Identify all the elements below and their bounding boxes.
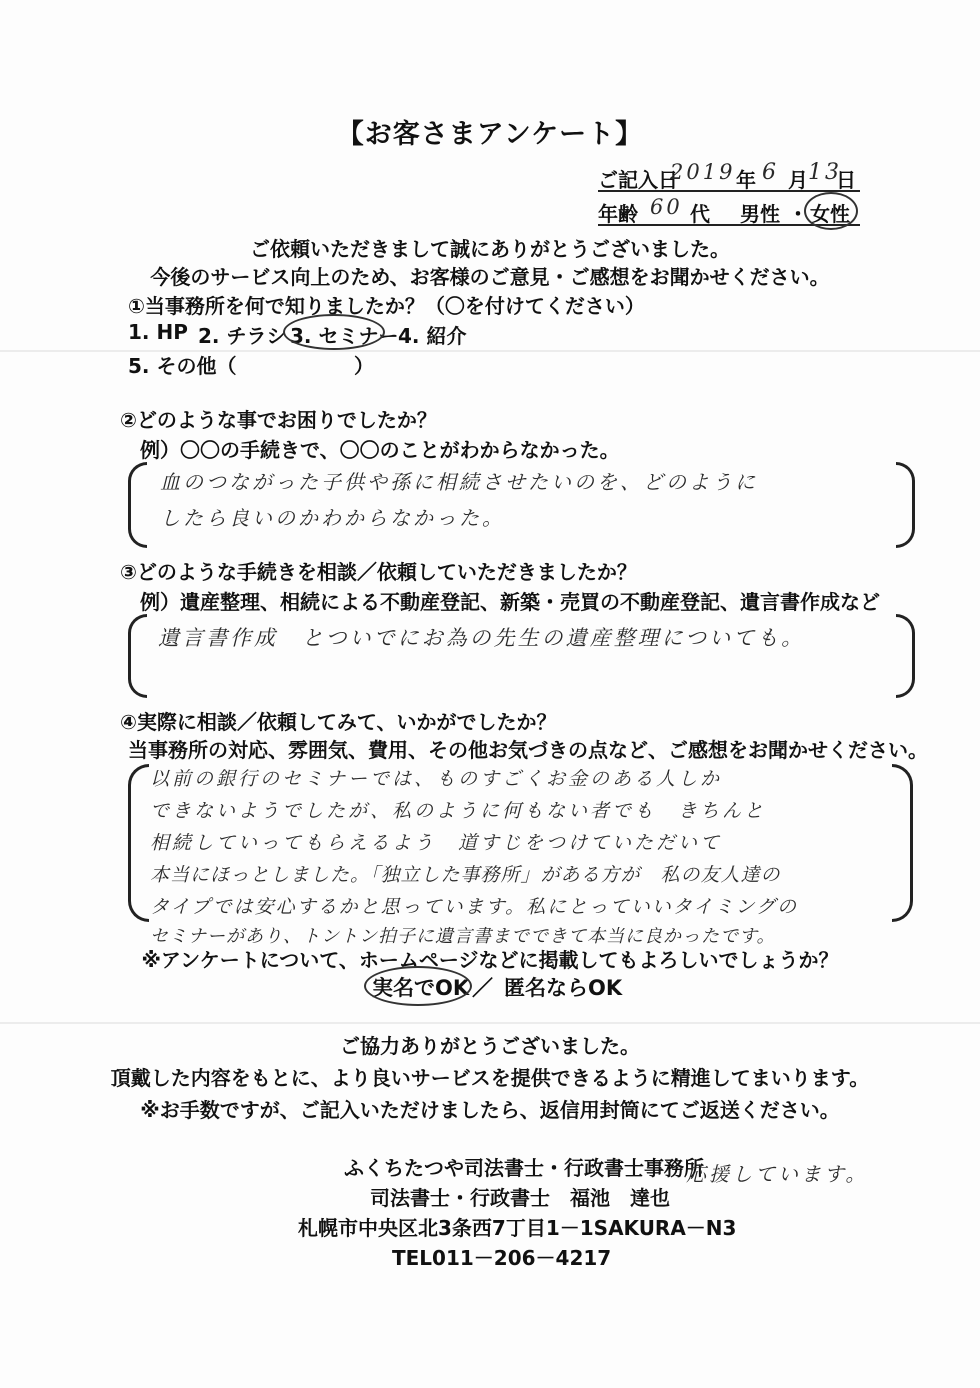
q4-answer-line: セミナーがあり、トントン拍子に遺言書までできて本当に良かったです。 <box>150 926 776 947</box>
q3-answer-bracket-left <box>128 614 147 698</box>
q4-answer-line: 相続していってもらえるよう 道すじをつけていただいて <box>150 832 723 854</box>
handwritten-note: 応援しています。 <box>686 1162 869 1186</box>
closing-line-2: 頂戴した内容をもとに、より良いサービスを提供できるように精進してまいります。 <box>110 1066 870 1090</box>
consent-anonymous: 匿名ならOK <box>504 976 623 1000</box>
q1-option-referral: 4. 紹介 <box>398 324 467 348</box>
office-name: ふくちたつや司法書士・行政書士事務所 <box>344 1156 704 1180</box>
entry-year-label: 年 <box>736 168 756 192</box>
q4-answer-bracket-left <box>128 764 149 922</box>
q1-option-flyer: 2. チラシ <box>198 324 287 348</box>
q4-question: ④実際に相談／依頼してみて、いかがでしたか？ <box>120 710 557 734</box>
intro-line-1: ご依頼いただきまして誠にありがとうございました。 <box>250 237 730 261</box>
consent-separator: ／ <box>472 976 493 1000</box>
q1-option-other-close: ） <box>354 354 374 378</box>
gender-female-circle <box>804 192 858 230</box>
gender-separator: ・ <box>788 202 808 226</box>
office-address: 札幌市中央区北3条西7丁目1－1SAKURA－N3 <box>298 1216 737 1240</box>
q3-example: 例）遺産整理、相続による不動産登記、新築・売買の不動産登記、遺言書作成など <box>140 590 880 614</box>
consent-real-name-circle <box>364 966 472 1006</box>
q1-option-hp: 1. HP <box>128 320 188 344</box>
entry-date-label: ご記入日 <box>598 168 678 192</box>
q1-seminar-circle <box>283 314 385 350</box>
q4-answer-line: 本当にほっとしました。「独立した事務所」がある方が 私の友人達の <box>150 864 781 886</box>
q1-option-seminar: 3. セミナー <box>290 324 399 348</box>
q3-question: ③どのような手続きを相談／依頼していただきましたか？ <box>120 560 637 584</box>
q4-answer-line: タイプでは安心するかと思っています。私にとっていいタイミングの <box>150 896 798 918</box>
q2-answer-line-1: 血のつながった子供や孫に相続させたいのを、どのように <box>160 470 758 494</box>
entry-month: 6 <box>762 160 779 185</box>
age-suffix: 代 <box>690 202 710 226</box>
office-person: 司法書士・行政書士 福池 達也 <box>370 1186 670 1210</box>
scan-fold-line <box>0 1022 980 1024</box>
q4-answer-line: 以前の銀行のセミナーでは、ものすごくお金のある人しか <box>150 768 723 790</box>
entry-day-label: 日 <box>836 168 856 192</box>
entry-year: 2019 <box>670 160 736 184</box>
q2-answer-bracket-left <box>128 462 147 548</box>
gender-male: 男性 <box>740 202 780 226</box>
q1-option-other: 5. その他（ <box>128 354 237 378</box>
q1-question: ①当事務所を何で知りましたか？（〇を付けてください） <box>128 294 645 318</box>
gender-female: 女性 <box>810 202 850 226</box>
entry-date-row <box>598 160 860 192</box>
q3-answer-line-1: 遺言書作成 とついでにお為の先生の遺産整理についても。 <box>158 626 806 650</box>
age-value: 60 <box>650 195 683 219</box>
closing-line-1: ご協力ありがとうございました。 <box>340 1034 640 1058</box>
q2-example: 例）〇〇の手続きで、〇〇のことがわからなかった。 <box>140 438 620 462</box>
consent-question: ※アンケートについて、ホームページなどに掲載してもよろしいでしょうか？ <box>141 948 839 972</box>
entry-day: 13 <box>808 160 842 185</box>
survey-title: 【お客さまアンケート】 <box>336 119 644 150</box>
office-tel: TEL011－206－4217 <box>392 1246 612 1270</box>
q2-answer-bracket-right <box>896 462 915 548</box>
q2-question: ②どのような事でお困りでしたか？ <box>120 408 437 432</box>
q4-answer-line: できないようでしたが、私のように何もない者でも きちんと <box>150 800 767 822</box>
age-label: 年齢 <box>598 202 638 226</box>
closing-line-3: ※お手数ですが、ご記入いただけましたら、返信用封筒にてご返送ください。 <box>140 1098 840 1122</box>
q3-answer-bracket-right <box>896 614 915 698</box>
consent-real-name: 実名でOK <box>372 976 470 1000</box>
intro-line-2: 今後のサービス向上のため、お客様のご意見・ご感想をお聞かせください。 <box>150 265 830 289</box>
q4-answer-bracket-right <box>892 764 913 922</box>
q2-answer-line-2: したら良いのかわからなかった。 <box>160 506 505 530</box>
q4-subtext: 当事務所の対応、雰囲気、費用、その他お気づきの点など、ご感想をお聞かせください。 <box>128 738 928 762</box>
entry-month-label: 月 <box>788 168 808 192</box>
